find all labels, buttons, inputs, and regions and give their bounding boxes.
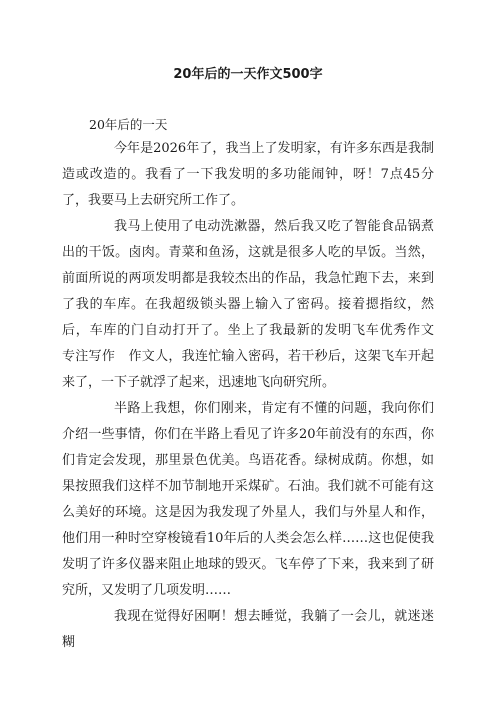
document-subtitle: 20年后的一天	[89, 117, 168, 132]
paragraph: 半路上我想，你们刚来，肯定有不懂的问题，我向你们介绍一些事情，你们在半路上看见了许多20年前没有的东西，你们肯定会发现，那里景色优美。鸟语花香。绿树成荫。你想，如果按照我们这样不加节制地开采煤矿。石油。我们就不可能有这么美好的环境。这是因为我发现了外星人，我们与外星人和作，他们用一种时空穿梭镜看10年后的人类会怎么样……这也促使我发明了许多仪器来阻止地球的毁灭。飞车停了下来，我来到了研究所，又发明了几项发明……	[62, 401, 434, 598]
document-title: 20年后的一天作文500字	[173, 67, 323, 82]
paragraph: 我马上使用了电动洗漱器，然后我又吃了智能食品锅煮出的干饭。卤肉。青菜和鱼汤，这就是很多人吃的早饭。当然，前面所说的两项发明都是我较杰出的作品，我急忙跑下去，来到了我的车库。在我超级锁头器上输入了密码。接着摁指纹，然后，车库的门自动打开了。坐上了我最新的发明飞车优秀作文 专注写作 作文人，我连忙输入密码，若干秒后，这架飞车开起来了，一下子就浮了起来，迅速地飞向研究所。	[62, 219, 448, 390]
document-body	[62, 136, 448, 656]
paragraph: 今年是2026年了，我当上了发明家，有许多东西是我制造或改造的。我看了一下我发明的多功能闹钟，呀！7点45分了，我要马上去研究所工作了。	[62, 141, 434, 208]
paragraph: 我现在觉得好困啊！想去睡觉，我躺了一会儿，就迷迷糊	[62, 609, 434, 650]
